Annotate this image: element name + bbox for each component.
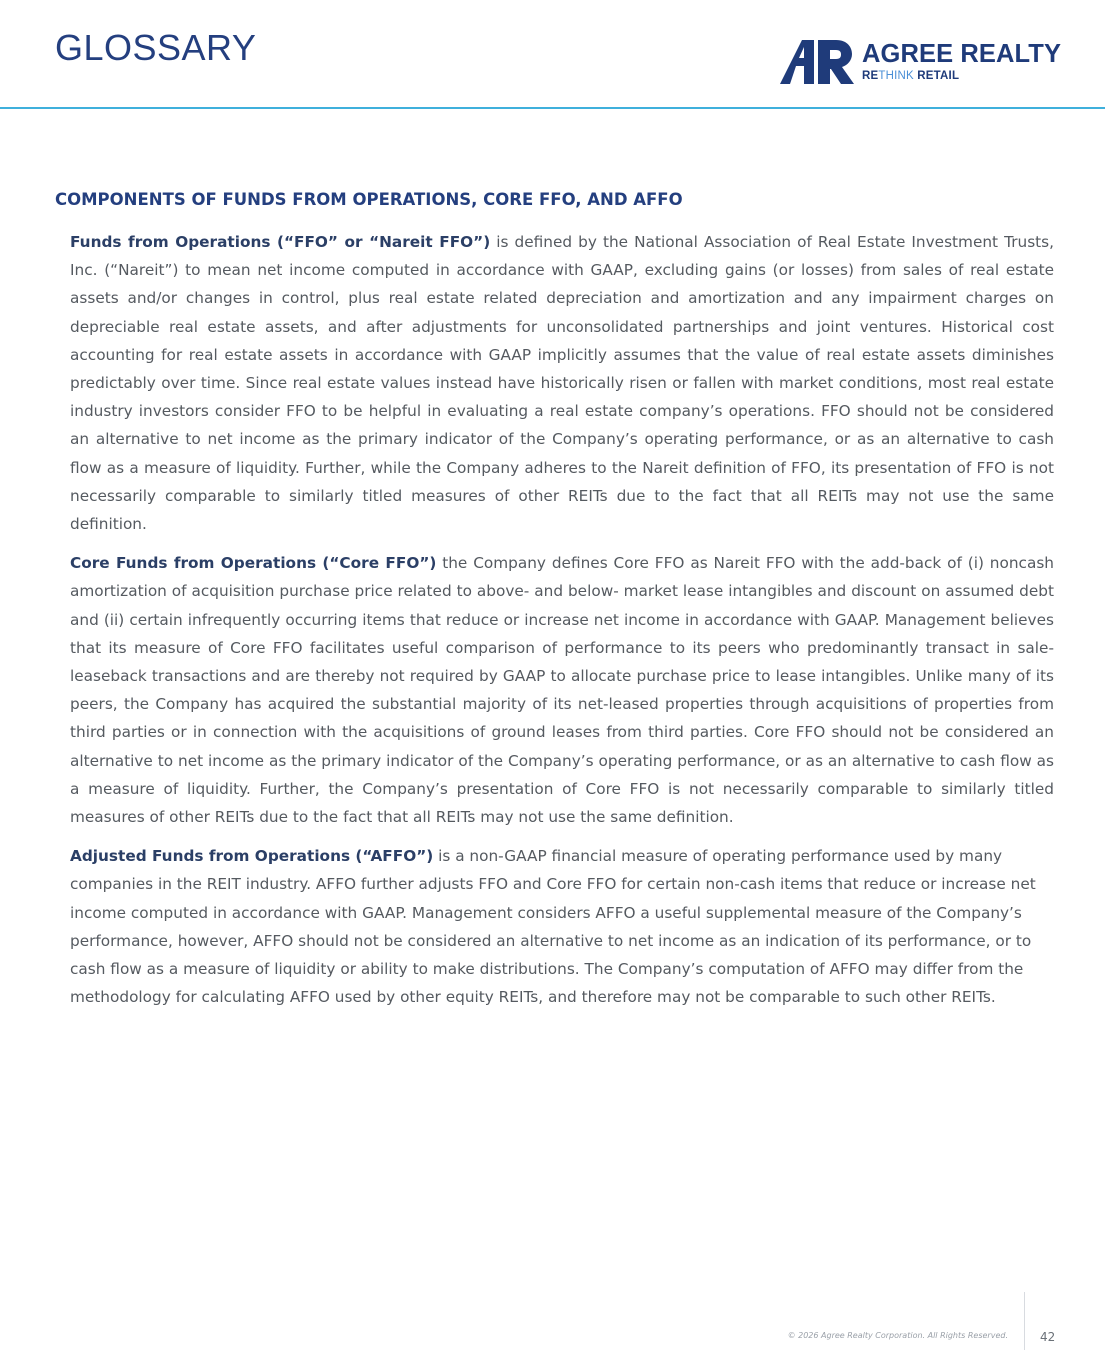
section-heading: COMPONENTS OF FUNDS FROM OPERATIONS, CORE FFO, AND AFFO [55, 190, 683, 209]
footer-copyright: © 2026 Agree Realty Corporation. All Rights Reserved. [787, 1331, 1008, 1340]
page-title: GLOSSARY [55, 27, 257, 68]
definition-term: Funds from Operations (“FFO” or “Nareit FFO”) [70, 233, 491, 251]
logo-tagline-think: THINK [878, 70, 914, 82]
definition-text: the Company defines Core FFO as Nareit FFO with the add-back of (i) noncash amortization of acquisition purchase price related to above- and below- market lease intangibles and discount on assumed debt and (ii) certain infrequently occurring items that reduce or increase net income in accordance with GAAP. Management believes that its measure of Core FFO facilitates useful comparison of performance to its peers who predominantly transact in sale-leaseback transactions and are thereby not required by GAAP to allocate purchase price to lease intangibles. Unlike many of its peers, the Company has acquired the substantial majority of its net-leased properties through acquisitions of properties from third parties or in connection with the acquisitions of ground leases from third parties. Core FFO should not be considered an alternative to net income as the primary indicator of the Company’s operating performance, or as an alternative to cash flow as a measure of liquidity. Further, the Company’s presentation of Core FFO is not necessarily comparable to similarly titled measures of other REITs due to the fact that all REITs may not use the same definition. [70, 554, 1054, 827]
company-logo [780, 38, 1070, 88]
definition-ffo [70, 228, 1054, 538]
definition-term: Core Funds from Operations (“Core FFO”) [70, 554, 437, 573]
logo-tagline [862, 71, 959, 83]
definition-term: Adjusted Funds from Operations (“AFFO”) [70, 847, 434, 866]
footer-divider [1024, 1292, 1025, 1350]
glossary-definitions [70, 228, 1054, 1022]
header-divider [0, 107, 1105, 109]
agree-realty-logo-mark-icon [780, 38, 856, 84]
definition-affo [70, 842, 1054, 1011]
logo-wordmark: AGREE REALTY [862, 40, 1062, 68]
definition-text: is a non-GAAP financial measure of operating performance used by many companies in the REIT industry. AFFO further adjusts FFO and Core FFO for certain non-cash items that reduce or increase net income computed in accordance with GAAP. Management considers AFFO a useful supplemental measure of the Company’s performance, however, AFFO should not be considered an alternative to net income as an indication of its performance, or to cash flow as a measure of liquidity or ability to make distributions. The Company’s computation of AFFO may differ from the methodology for calculating AFFO used by other equity REITs, and therefore may not be comparable to such other REITs. [70, 847, 1036, 1007]
page-number: 42 [1040, 1330, 1056, 1344]
logo-tagline-retail: RETAIL [917, 70, 960, 82]
definition-core-ffo [70, 549, 1054, 831]
definition-text: is defined by the National Association of Real Estate Investment Trusts, Inc. (“Nareit”) to mean net income computed in accordance with GAAP, excluding gains (or losses) from sales of real estate assets and/or changes in control, plus real estate related depreciation and amortization and any impairment charges on depreciable real estate assets, and after adjustments for unconsolidated partnerships and joint ventures. Historical cost accounting for real estate assets in accordance with GAAP implicitly assumes that the value of real estate assets diminishes predictably over time. Since real estate values instead have historically risen or fallen with market conditions, most real estate industry investors consider FFO to be helpful in evaluating a real estate company’s operations. FFO should not be considered an alternative to net income as the primary indicator of the Company’s operating performance, or as an alternative to cash flow as a measure of liquidity. Further, while the Company adheres to the Nareit definition of FFO, its presentation of FFO is not necessarily comparable to similarly titled measures of other REITs due to the fact that all REITs may not use the same definition. [70, 233, 1054, 534]
logo-tagline-re: RE [862, 70, 879, 82]
